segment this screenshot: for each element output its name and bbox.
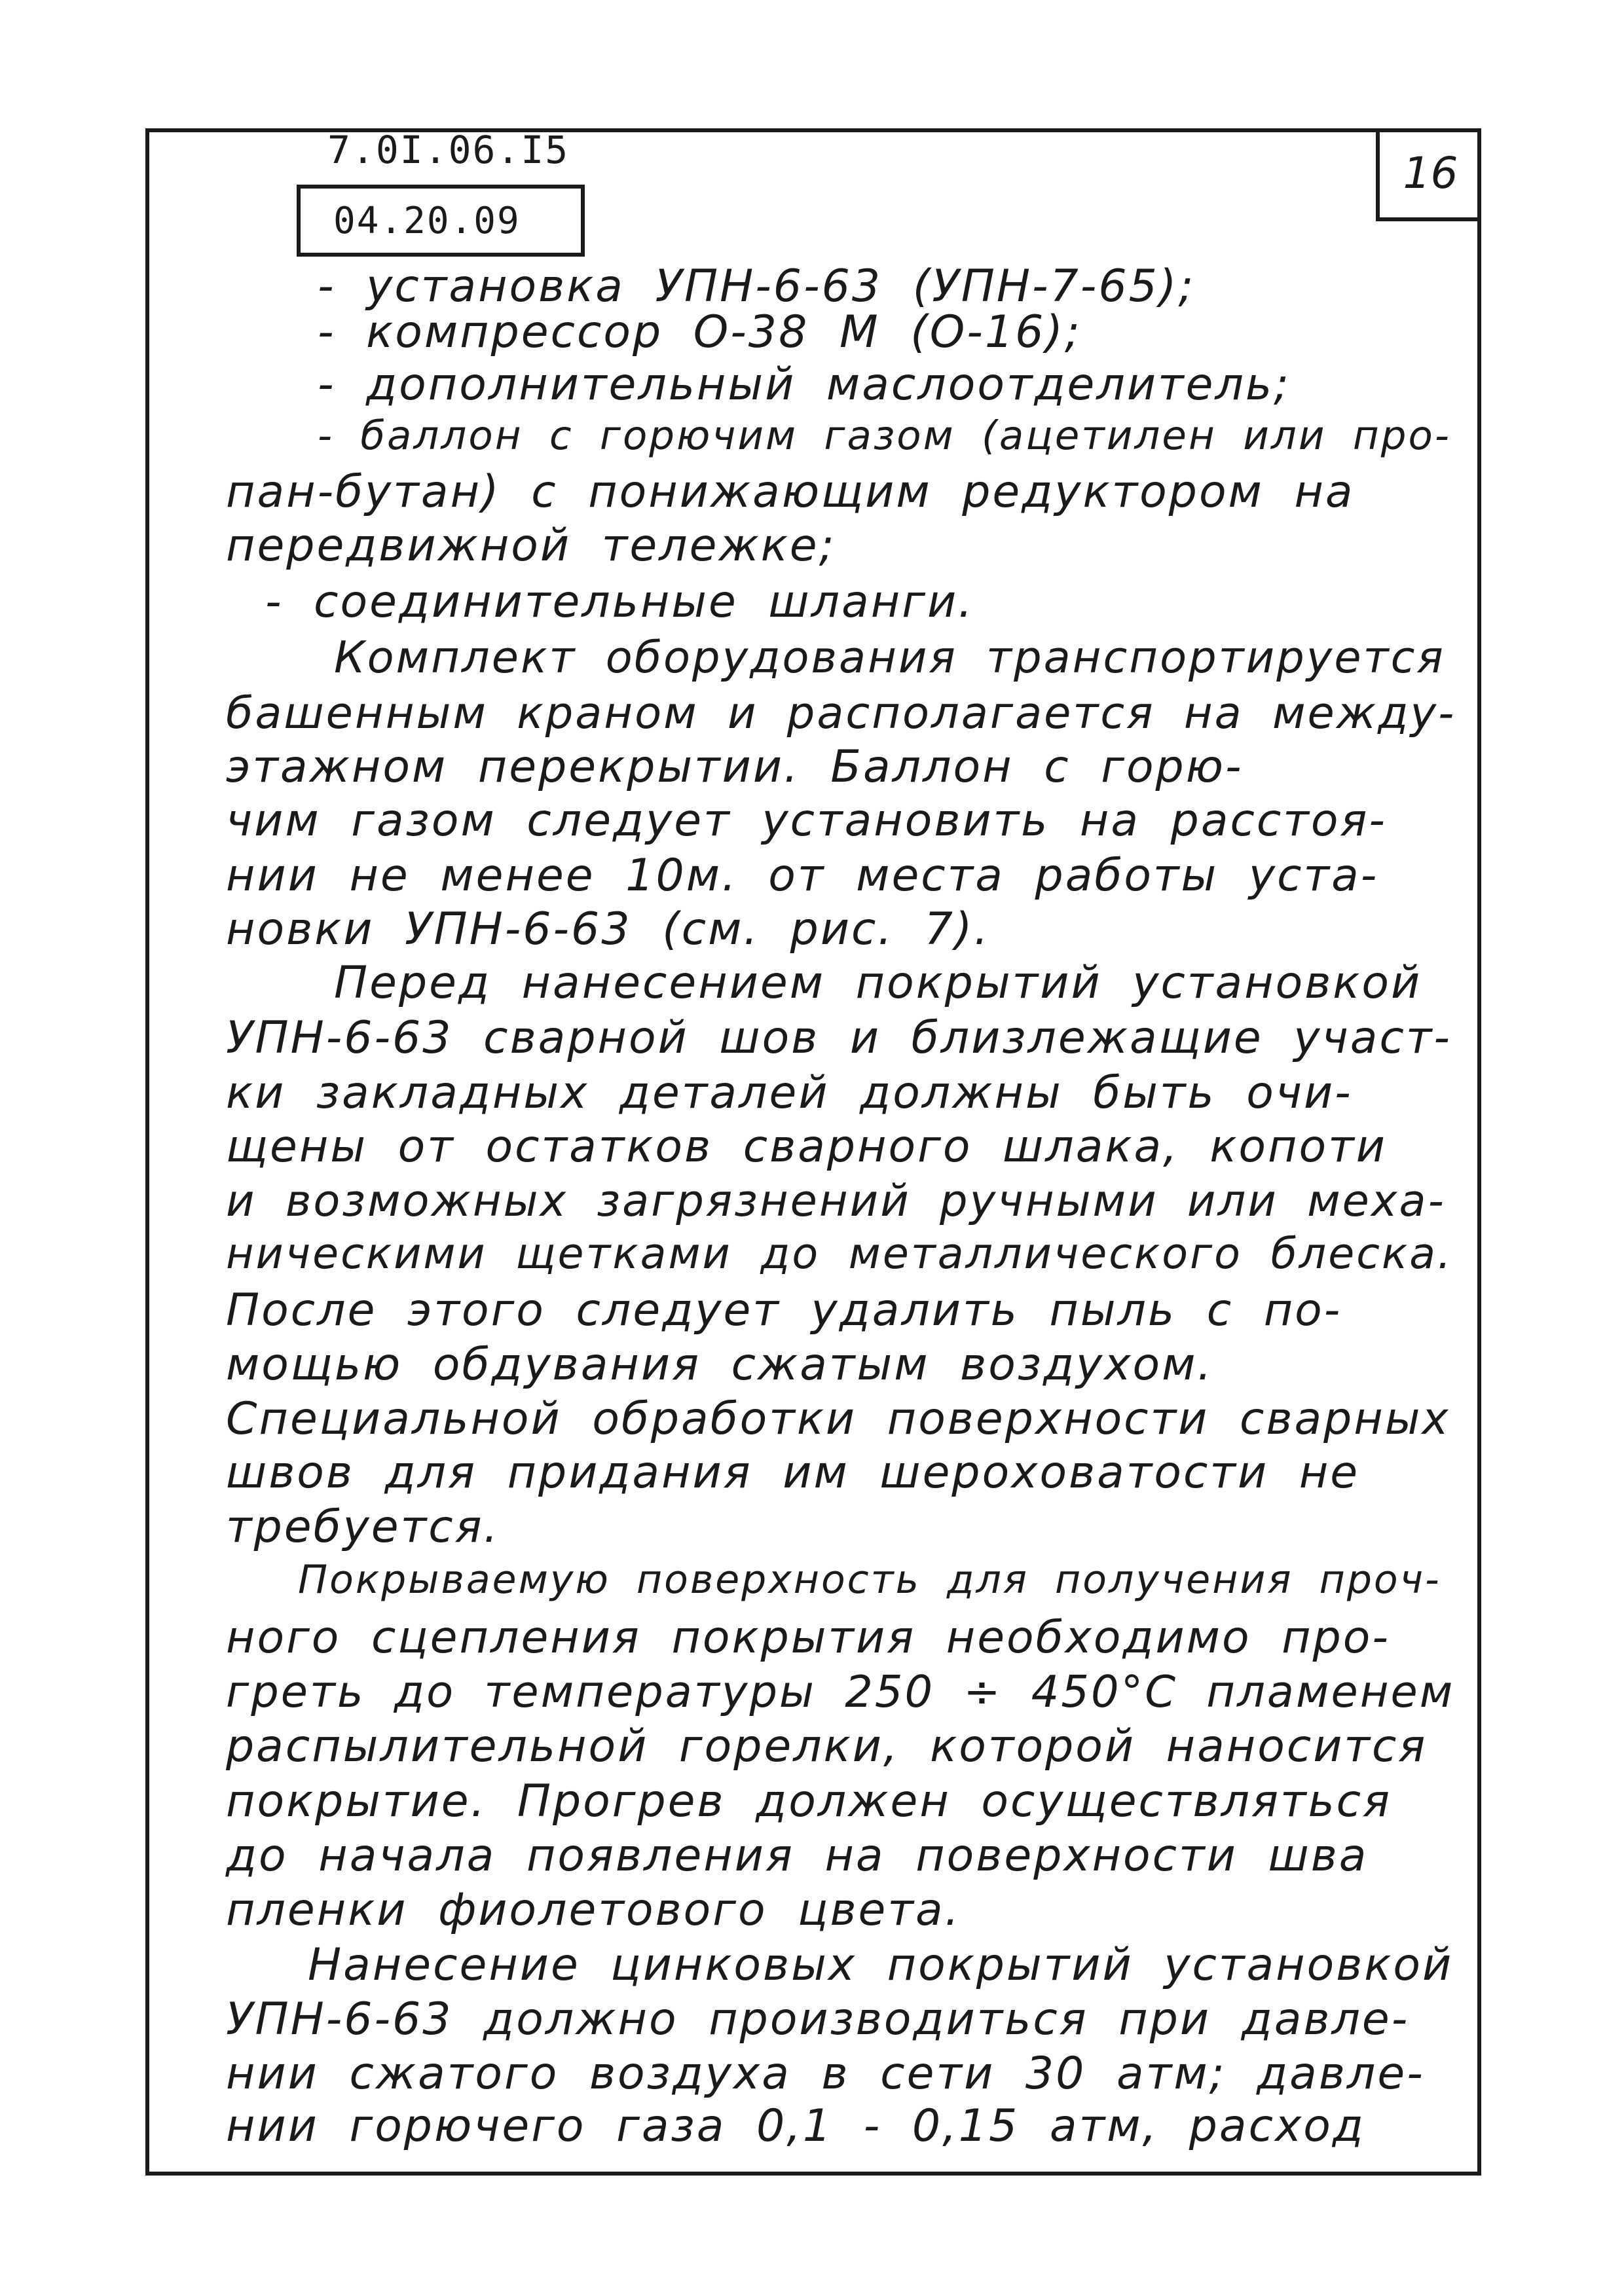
text-line: ного сцепления покрытия необходимо про- xyxy=(226,1612,1390,1664)
text-line: пан-бутан) с понижающим редуктором на xyxy=(226,466,1355,518)
text-line: Покрываемую поверхность для получения проч- xyxy=(298,1557,1441,1603)
text-line: Комплект оборудования транспортируется xyxy=(334,632,1445,683)
text-line: швов для придания им шероховатости не xyxy=(226,1447,1360,1499)
text-line: УПН-6-63 сварной шов и близлежащие участ- xyxy=(226,1012,1452,1064)
text-line: чим газом следует установить на расстоя- xyxy=(226,795,1387,847)
text-line: покрытие. Прогрев должен осуществляться xyxy=(226,1776,1392,1827)
text-line: ки закладных деталей должны быть очи- xyxy=(226,1067,1353,1119)
text-line: новки УПН-6-63 (см. рис. 7). xyxy=(226,903,991,955)
text-line: УПН-6-63 должно производиться при давле- xyxy=(226,1994,1410,2045)
text-line: щены от остатков сварного шлака, копоти xyxy=(226,1121,1387,1173)
text-line: Нанесение цинковых покрытий установкой xyxy=(308,1939,1454,1991)
text-line: - баллон с горючим газом (ацетилен или про- xyxy=(318,412,1451,459)
text-line: и возможных загрязнений ручными или меха- xyxy=(226,1175,1446,1226)
text-line: этажном перекрытии. Баллон с горю- xyxy=(226,741,1244,793)
boxed-code-text: 04.20.09 xyxy=(333,199,521,242)
text-line: передвижной тележке; xyxy=(226,520,836,572)
text-line: Специальной обработки поверхности сварных xyxy=(226,1393,1450,1445)
text-line: пленки фиолетового цвета. xyxy=(226,1884,961,1936)
text-line: ническими щетками до металлического блеска. xyxy=(226,1230,1453,1279)
text-line: нии сжатого воздуха в сети 30 атм; давле- xyxy=(226,2048,1425,2100)
text-line: После этого следует удалить пыль с по- xyxy=(226,1285,1342,1336)
text-line: башенным краном и располагается на между- xyxy=(226,687,1456,738)
text-line: - дополнительный маслоотделитель; xyxy=(318,359,1291,410)
document-code: 7.0I.06.I5 xyxy=(327,128,570,172)
page-number: 16 xyxy=(1403,147,1458,198)
boxed-code xyxy=(297,185,585,257)
text-line: требуется. xyxy=(226,1501,500,1553)
text-line: до начала появления на поверхности шва xyxy=(226,1830,1369,1882)
text-line: - компрессор О-38 М (О-16); xyxy=(318,306,1082,358)
text-line: распылительной горелки, которой наносится xyxy=(226,1721,1428,1772)
page-number-box xyxy=(1376,128,1481,221)
text-line: мощью обдувания сжатым воздухом. xyxy=(226,1339,1213,1391)
text-line: нии не менее 10м. от места работы уста- xyxy=(226,850,1379,902)
text-line: нии горючего газа 0,1 - 0,15 атм, расход xyxy=(226,2100,1365,2152)
text-line: - установка УПН-6-63 (УПН-7-65); xyxy=(318,261,1196,312)
text-line: - соединительные шланги. xyxy=(265,576,974,628)
text-line: греть до температуры 250 ÷ 450°С пламенем xyxy=(226,1666,1455,1717)
text-line: Перед нанесением покрытий установкой xyxy=(334,957,1422,1009)
